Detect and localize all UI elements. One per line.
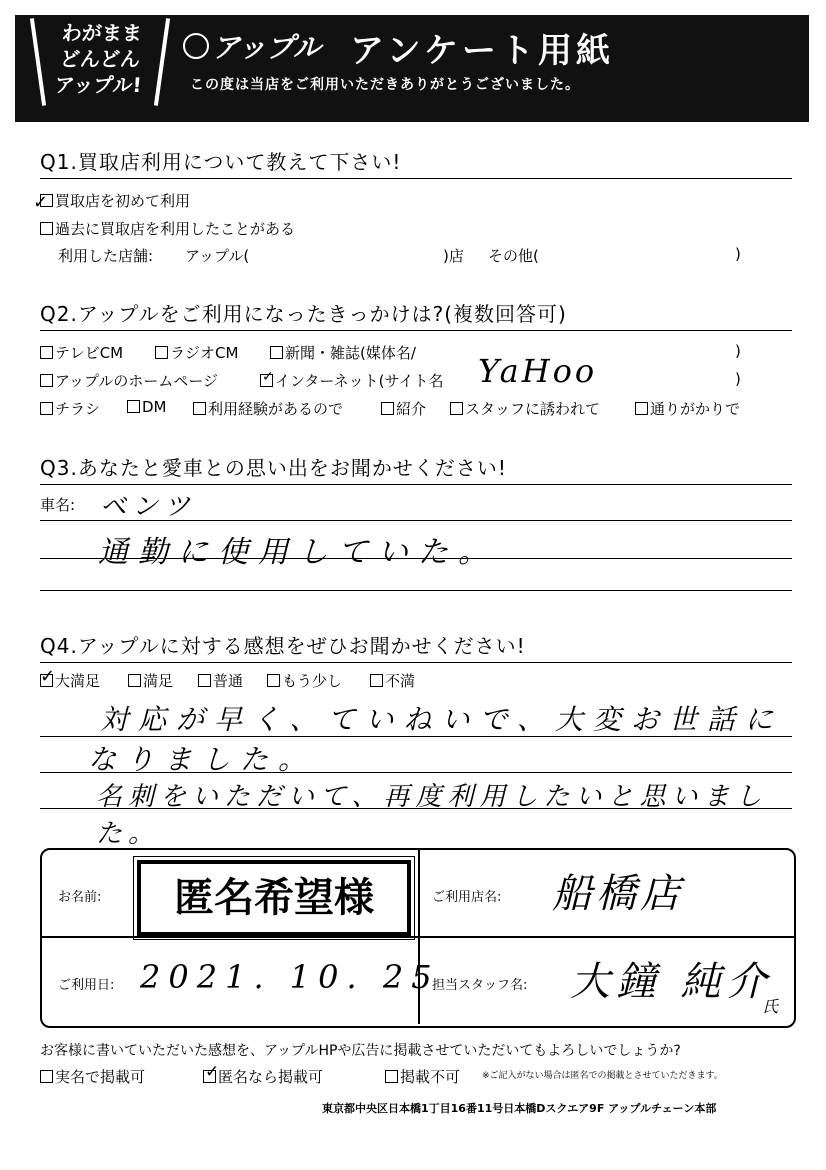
checkmark-icon: ✓ (262, 369, 274, 385)
q2-option-homepage[interactable] (40, 370, 218, 391)
q2-option-staff-label: スタッフに誘われて (465, 400, 601, 418)
publish-option-anonymous[interactable] (203, 1066, 323, 1087)
anonymous-name-stamp: 匿名希望様 (137, 860, 411, 936)
store-label: ご利用店名: (432, 890, 502, 905)
checkbox[interactable] (40, 222, 53, 235)
q2-option-experience-label: 利用経験があるので (208, 400, 344, 418)
checkmark-icon: ✓ (40, 666, 56, 687)
q2-option-referral[interactable] (381, 398, 426, 419)
q2-option-passing-label: 通りがかりで (650, 400, 741, 418)
q1-title: Q1.買取店利用について教えて下さい! (40, 150, 402, 174)
slogan-line-2: どんどん (59, 47, 141, 71)
q1-option-used-before[interactable] (40, 218, 295, 239)
checkbox[interactable] (40, 346, 53, 359)
brand-logo: アップル (212, 31, 321, 64)
q4-option-normal-label: 普通 (213, 672, 244, 690)
q1-other-close: ) (735, 245, 741, 263)
q2-option-tv[interactable] (40, 342, 123, 363)
q2-internet-answer: YaHoo (478, 352, 598, 390)
checkbox[interactable] (370, 674, 383, 687)
document-title: アンケート用紙 (350, 31, 614, 71)
q2-option-tv-label: テレビCM (55, 344, 124, 362)
q4-option-dissatisfied-label: 不満 (385, 672, 416, 690)
publish-question: お客様に書いていただいた感想を、アップルHPや広告に掲載させていただいてもよろしいでしょうか? (40, 1043, 681, 1059)
q4-comment-line-3: 名刺をいただいて、再度利用したいと思いました。 (96, 782, 768, 849)
checkbox[interactable] (193, 402, 206, 415)
staff-suffix: 氏 (762, 997, 779, 1016)
q4-comment-line-1: 対応が早く、ていねいで、大変お世話に (100, 703, 783, 736)
staff-value: 大鐘 純介 (570, 959, 773, 1005)
company-address: 東京都中央区日本橋1丁目16番11号日本橋Dスクエア9F アップルチェーン本部 (322, 1102, 717, 1115)
q3-rule (40, 484, 792, 485)
q2-option-homepage-label: アップルのホームページ (55, 372, 219, 390)
publish-option-real-name-label: 実名で掲載可 (55, 1068, 146, 1086)
q3-title: Q3.あなたと愛車との思い出をお聞かせください! (40, 456, 507, 480)
checkbox[interactable] (127, 400, 140, 413)
checkbox[interactable] (450, 402, 463, 415)
document-subtitle: この度は当店をご利用いただきありがとうございました。 (190, 77, 580, 93)
publish-option-real-name[interactable] (40, 1066, 145, 1087)
checkmark-icon: ✓ (205, 1062, 220, 1082)
store-value: 船橋店 (552, 871, 684, 917)
checkbox[interactable] (385, 1070, 398, 1083)
q4-option-normal[interactable] (198, 670, 243, 691)
checkbox[interactable] (381, 402, 394, 415)
q2-news-close: ) (735, 342, 741, 360)
q2-option-internet[interactable] (260, 370, 443, 391)
publish-option-anonymous-label: 匿名なら掲載可 (218, 1068, 324, 1086)
slogan-line-3: アップル! (53, 73, 143, 97)
q4-comment-line-2: なりました。 (88, 743, 317, 776)
q3-memory: 通勤に使用していた。 (98, 535, 498, 570)
checkbox[interactable] (267, 674, 280, 687)
q4-rule (40, 662, 792, 663)
q1-used-store-prefix: アップル( (185, 247, 250, 265)
q1-option-first-time[interactable] (40, 190, 190, 211)
q2-option-radio[interactable] (155, 342, 238, 363)
q4-option-bit-more-label: もう少し (282, 672, 343, 690)
checkbox[interactable] (198, 674, 211, 687)
q4-option-dissatisfied[interactable] (370, 670, 415, 691)
checkbox[interactable] (270, 346, 283, 359)
checkbox[interactable] (635, 402, 648, 415)
slogan (37, 20, 162, 98)
q1-used-store-label: 利用した店舗: (58, 247, 154, 265)
q4-option-bit-more[interactable] (267, 670, 342, 691)
q2-option-dm-label: DM (142, 398, 167, 416)
q2-option-news-label: 新聞・雑誌(媒体名/ (285, 344, 416, 362)
q1-used-store-suffix: )店 (443, 247, 464, 265)
q4-option-satisfied[interactable] (128, 670, 173, 691)
date-label: ご利用日: (58, 978, 115, 993)
checkbox[interactable] (155, 346, 168, 359)
q3-car-name: ベンツ (100, 492, 197, 522)
q2-title: Q2.アップルをご利用になったきっかけは?(複数回答可) (40, 302, 567, 326)
q3-line-2 (40, 558, 792, 559)
q2-internet-close: ) (735, 370, 741, 388)
q2-option-flyer[interactable] (40, 398, 100, 419)
q3-car-label: 車名: (40, 496, 76, 514)
checkbox[interactable] (40, 374, 53, 387)
q1-rule (40, 178, 792, 179)
q2-option-referral-label: 紹介 (396, 400, 427, 418)
q4-line-3 (40, 808, 792, 809)
q1-option-first-time-label: 買取店を初めて利用 (55, 192, 191, 210)
q4-line-1 (40, 736, 792, 737)
publish-option-not-allowed[interactable] (385, 1066, 460, 1087)
q3-line-1 (40, 520, 792, 521)
checkmark-icon: ✓ (33, 192, 49, 213)
q1-option-used-before-label: 過去に買取店を利用したことがある (55, 220, 296, 238)
name-label: お名前: (58, 890, 102, 905)
q3-line-3 (40, 590, 792, 591)
checkbox[interactable] (128, 674, 141, 687)
staff-label: 担当スタッフ名: (432, 978, 528, 993)
publish-option-not-allowed-label: 掲載不可 (400, 1068, 461, 1086)
q2-option-staff[interactable] (450, 398, 600, 419)
slogan-line-1: わがまま (60, 21, 143, 45)
q2-option-dm[interactable] (127, 398, 167, 416)
q4-title: Q4.アップルに対する感想をぜひお聞かせください! (40, 634, 526, 658)
checkbox[interactable] (40, 1070, 53, 1083)
q2-option-flyer-label: チラシ (55, 400, 101, 418)
q4-line-2 (40, 772, 792, 773)
apple-logo-icon (183, 33, 209, 59)
date-value: 2021. 10. 25 (140, 958, 440, 996)
publish-note: ※ご記入がない場合は匿名での掲載とさせていただきます。 (482, 1071, 723, 1081)
q2-option-radio-label: ラジオCM (170, 344, 239, 362)
q4-option-satisfied-label: 満足 (143, 672, 174, 690)
q4-option-very-satisfied-label: 大満足 (55, 672, 101, 690)
q2-rule (40, 330, 792, 331)
q2-option-experience[interactable] (193, 398, 343, 419)
checkbox[interactable] (40, 402, 53, 415)
q1-other-label: その他( (488, 247, 539, 265)
info-divider-horizontal (40, 936, 794, 938)
q2-option-internet-label: インターネット(サイト名 (275, 372, 444, 390)
q2-option-news[interactable] (270, 342, 416, 363)
q2-option-passing[interactable] (635, 398, 740, 419)
